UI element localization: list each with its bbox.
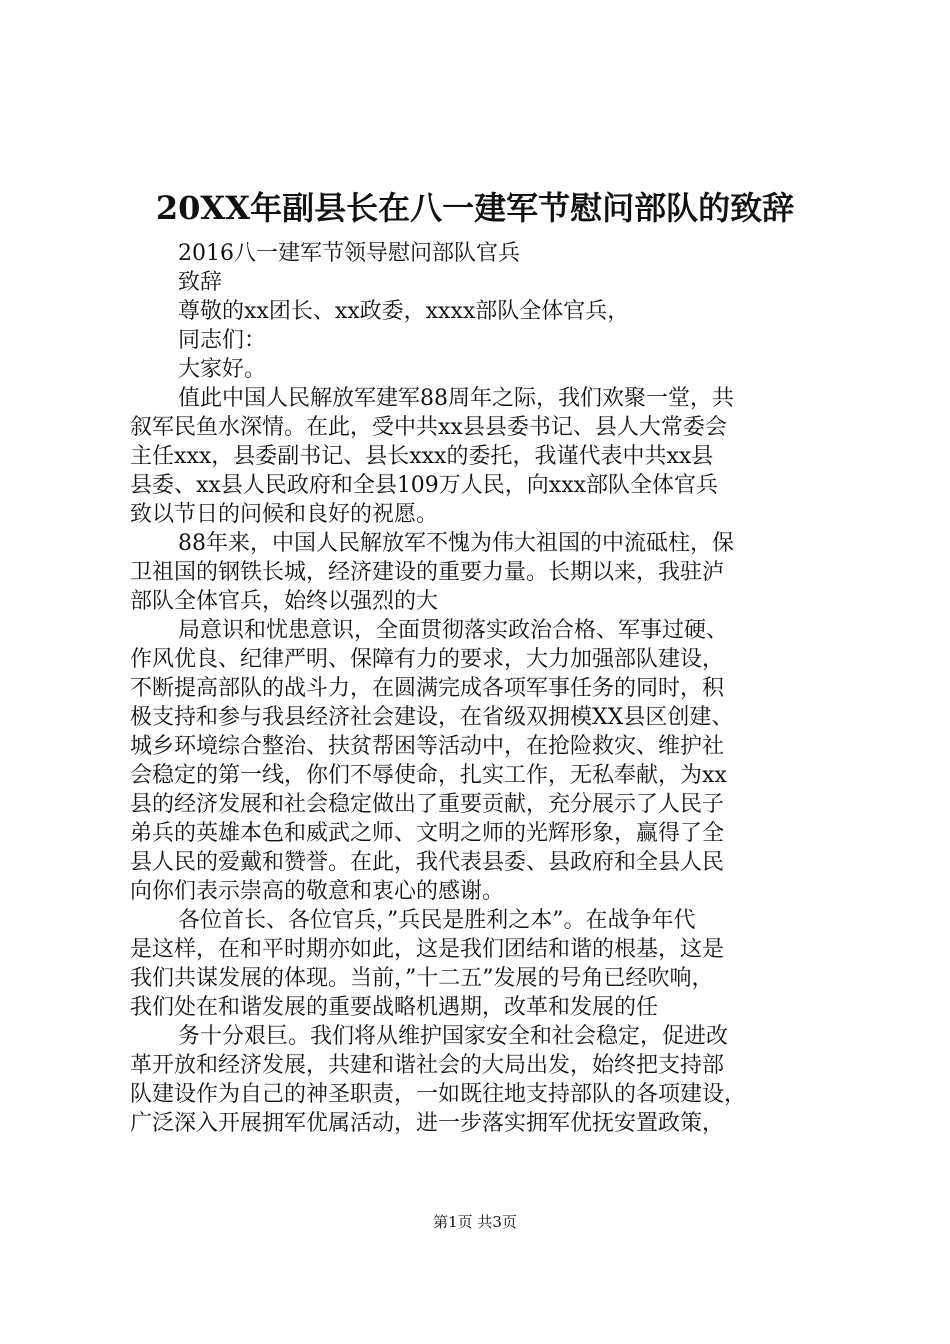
paragraph-line: 极支持和参与我县经济社会建设，在省级双拥模XX县区创建、 <box>130 705 734 730</box>
paragraph-line: 各位首长、各位官兵，”兵民是胜利之本”。在战争年代 <box>178 908 696 933</box>
paragraph-line: 值此中国人民解放军建军88周年之际，我们欢聚一堂，共 <box>178 386 734 411</box>
paragraph-line: 县人民的爱戴和赞誉。在此，我代表县委、县政府和全县人民 <box>130 850 725 875</box>
paragraph-line: 主任xxx，县委副书记、县长xxx的委托，我谨代表中共xx县 <box>130 444 714 469</box>
paragraph-line: 会稳定的第一线，你们不辱使命，扎实工作，无私奉献，为xx <box>130 763 727 788</box>
paragraph-line: 部队全体官兵，始终以强烈的大 <box>130 589 439 614</box>
paragraph-line: 我们处在和谐发展的重要战略机遇期，改革和发展的任 <box>130 995 659 1020</box>
paragraph-line: 不断提高部队的战斗力，在圆满完成各项军事任务的同时，积 <box>130 676 725 701</box>
paragraph-line: 弟兵的英雄本色和威武之师、文明之师的光辉形象，赢得了全 <box>130 821 725 846</box>
paragraph-line: 我们共谋发展的体现。当前，”十二五”发展的号角已经吹响， <box>130 966 714 991</box>
paragraph-line: 革开放和经济发展，共建和谐社会的大局出发，始终把支持部 <box>130 1053 725 1078</box>
paragraph-line: 局意识和忧患意识，全面贯彻落实政治合格、军事过硬、 <box>178 618 729 643</box>
paragraph-line: 作风优良、纪律严明、保障有力的要求，大力加强部队建设， <box>130 647 725 672</box>
paragraph-line: 是这样，在和平时期亦如此，这是我们团结和谐的根基，这是 <box>130 937 725 962</box>
body-line: 2016八一建军节领导慰问部队官兵 <box>178 241 520 266</box>
document-body <box>130 239 836 1138</box>
paragraph-line: 务十分艰巨。我们将从维护国家安全和社会稳定，促进改 <box>178 1024 729 1049</box>
paragraph-line: 广泛深入开展拥军优属活动，进一步落实拥军优抚安置政策， <box>130 1111 725 1136</box>
salutation-line: 尊敬的xx团长、xx政委，xxxx部队全体官兵， <box>178 299 630 324</box>
paragraph-line: 县的经济发展和社会稳定做出了重要贡献，充分展示了人民子 <box>130 792 725 817</box>
paragraph-line: 向你们表示崇高的敬意和衷心的感谢。 <box>130 879 505 904</box>
paragraph-line: 叙军民鱼水深情。在此，受中共xx县县委书记、县人大常委会 <box>130 415 727 440</box>
page-number-footer: 第1页 共3页 <box>433 1213 517 1231</box>
paragraph-line: 县委、xx县人民政府和全县109万人民，向xxx部队全体官兵 <box>130 473 719 498</box>
body-line: 致辞 <box>178 270 223 295</box>
paragraph-line: 城乡环境综合整治、扶贫帮困等活动中，在抢险救灾、维护社 <box>130 734 725 759</box>
paragraph-line: 队建设作为自己的神圣职责，一如既往地支持部队的各项建设， <box>130 1082 747 1107</box>
paragraph-line: 致以节日的问候和良好的祝愿。 <box>130 502 439 527</box>
document-title: 20XX年副县长在八一建军节慰问部队的致辞 <box>155 189 795 227</box>
greeting-line: 大家好。 <box>178 357 267 382</box>
salutation-line: 同志们： <box>178 328 267 353</box>
paragraph-line: 88年来，中国人民解放军不愧为伟大祖国的中流砥柱，保 <box>178 531 734 556</box>
paragraph-line: 卫祖国的钢铁长城，经济建设的重要力量。长期以来，我驻泸 <box>130 560 725 585</box>
